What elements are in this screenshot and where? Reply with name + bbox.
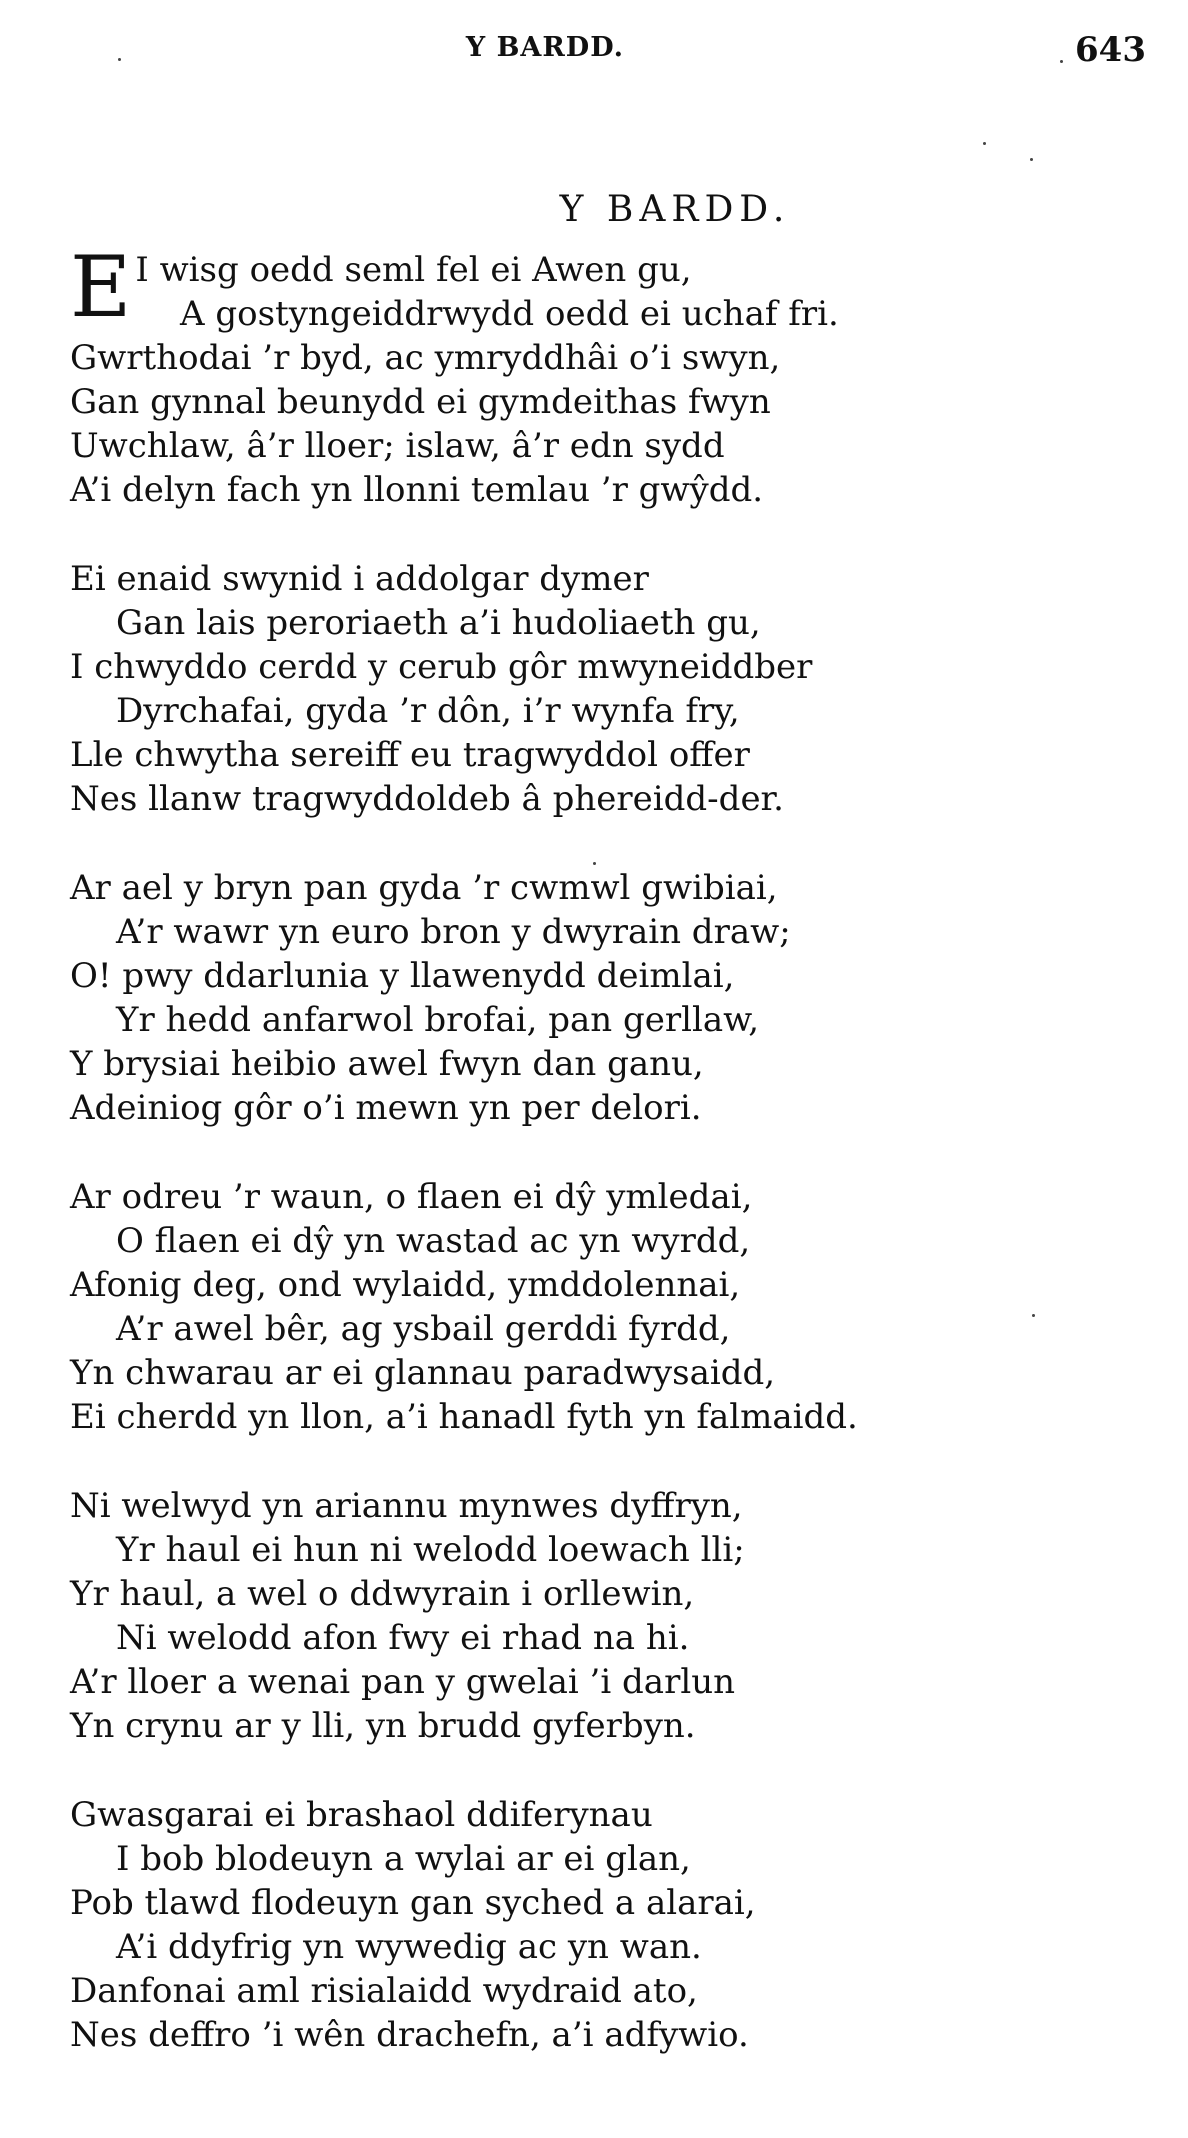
poem-line: Gan lais peroriaeth a’i hudoliaeth gu, xyxy=(116,603,761,643)
print-speck xyxy=(1030,158,1033,161)
poem-line: Yn chwarau ar ei glannau paradwysaidd, xyxy=(70,1353,776,1393)
poem-line: Ni welodd afon fwy ei rhad na hi. xyxy=(116,1618,690,1658)
poem-line: A’i delyn fach yn llonni temlau ’r gwŷdd. xyxy=(70,470,764,510)
poem-line: Afonig deg, ond wylaidd, ymddolennai, xyxy=(70,1265,741,1305)
poem-line-text: I wisg oedd seml fel ei Awen gu, xyxy=(135,250,692,290)
poem-line: O flaen ei dŷ yn wastad ac yn wyrdd, xyxy=(116,1221,751,1261)
poem-line: Danfonai aml risialaidd wydraid ato, xyxy=(70,1971,698,2011)
poem-line: Ei enaid swynid i addolgar dymer xyxy=(70,559,649,599)
print-speck xyxy=(1060,60,1063,63)
poem-line: A’r lloer a wenai pan y gwelai ’i darlun xyxy=(70,1662,735,1702)
poem-line: Yr haul ei hun ni welodd loewach lli; xyxy=(116,1530,745,1570)
poem-line: Yr hedd anfarwol brofai, pan gerllaw, xyxy=(116,1000,759,1040)
poem-line: Ar odreu ’r waun, o flaen ei dŷ ymledai, xyxy=(70,1177,753,1217)
poem-body xyxy=(70,238,1130,2102)
poem-line: Yr haul, a wel o ddwyrain i orllewin, xyxy=(70,1574,695,1614)
stanza-6 xyxy=(70,1793,1130,2057)
poem-line: A’r wawr yn euro bron y dwyrain draw; xyxy=(116,912,791,952)
poem-line: Gwrthodai ’r byd, ac ymryddhâi o’i swyn, xyxy=(70,338,781,378)
poem-title: Y BARDD. xyxy=(559,189,791,231)
poem-line: Nes deffro ’i wên drachefn, a’i adfywio. xyxy=(70,2015,749,2055)
stanza-2 xyxy=(70,557,1130,821)
poem-line: Ar ael y bryn pan gyda ’r cwmwl gwibiai, xyxy=(70,868,778,908)
poem-line: Uwchlaw, â’r lloer; islaw, â’r edn sydd xyxy=(70,426,725,466)
poem-line: Gwasgarai ei brashaol ddiferynau xyxy=(70,1795,653,1835)
poem-line: Ei cherdd yn llon, a’i hanadl fyth yn falmaidd. xyxy=(70,1397,858,1437)
poem-line: Adeiniog gôr o’i mewn yn per delori. xyxy=(70,1088,702,1128)
poem-line: Y brysiai heibio awel fwyn dan ganu, xyxy=(70,1044,704,1084)
poem-line: Yn crynu ar y lli, yn brudd gyferbyn. xyxy=(70,1706,696,1746)
stanza-1 xyxy=(70,238,1130,512)
poem-line: I bob blodeuyn a wylai ar ei glan, xyxy=(116,1839,691,1879)
page-number: 643 xyxy=(1075,30,1146,70)
poem-line: A’i ddyfrig yn wywedig ac yn wan. xyxy=(116,1927,702,1967)
poem-line: Gan gynnal beunydd ei gymdeithas fwyn xyxy=(70,382,771,422)
drop-cap: E xyxy=(70,238,132,336)
print-speck xyxy=(983,142,986,145)
poem-line: Nes llanw tragwyddoldeb â phereidd-der. xyxy=(70,779,784,819)
poem-line: I chwyddo cerdd y cerub gôr mwyneiddber xyxy=(70,647,813,687)
stanza-3 xyxy=(70,866,1130,1130)
poem-line: Pob tlawd flodeuyn gan syched a alarai, xyxy=(70,1883,756,1923)
stanza-4 xyxy=(70,1175,1130,1439)
poem-line: A gostyngeiddrwydd oedd ei uchaf fri. xyxy=(180,294,839,334)
poem-line: A’r awel bêr, ag ysbail gerddi fyrdd, xyxy=(116,1309,731,1349)
poem-line: O! pwy ddarlunia y llawenydd deimlai, xyxy=(70,956,735,996)
poem-line: Dyrchafai, gyda ’r dôn, i’r wynfa fry, xyxy=(116,691,740,731)
running-header xyxy=(0,30,1188,70)
stanza-5 xyxy=(70,1484,1130,1748)
running-title: Y BARDD. xyxy=(465,32,625,63)
poem-line: Lle chwytha sereiff eu tragwyddol offer xyxy=(70,735,750,775)
poem-line: Ni welwyd yn ariannu mynwes dyffryn, xyxy=(70,1486,743,1526)
